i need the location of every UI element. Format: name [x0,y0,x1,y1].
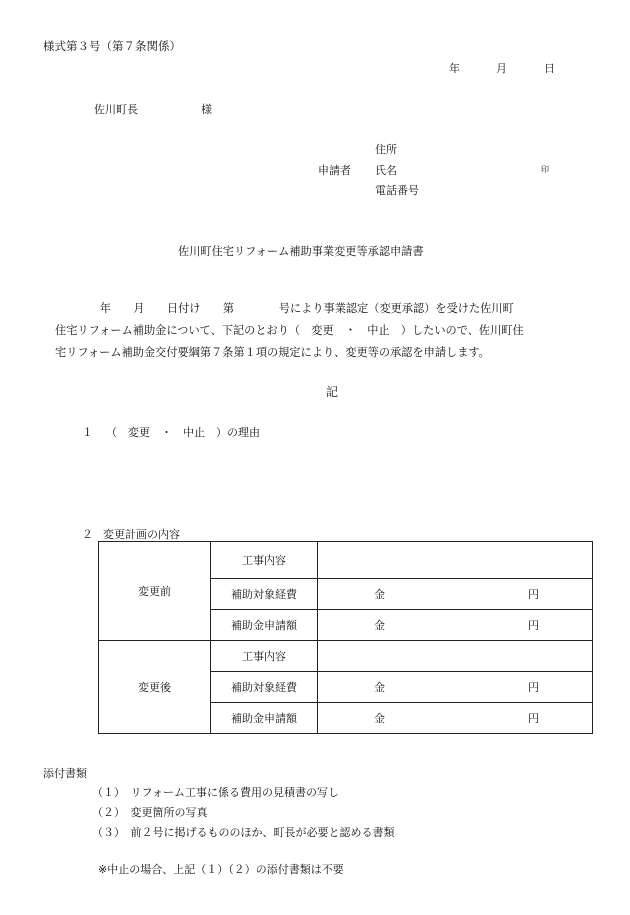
row-label-cost: 補助対象経費 [211,579,318,610]
kin-label: 金 [374,588,385,601]
applicant-label: 申請者 [318,164,351,177]
row-label-amount: 補助金申請額 [211,703,318,734]
body-paragraph [55,298,595,364]
ki-heading: 記 [326,385,339,399]
row-label-amount: 補助金申請額 [211,610,318,641]
body-line: 住宅リフォーム補助金について、下記のとおり（ 変更 ・ 中止 ）したいので、佐川町住 [55,324,524,337]
attachment-item: （３） 前２号に掲げるもののほか、町長が必要と認める書類 [92,826,395,839]
attachment-item: （１） リフォーム工事に係る費用の見積書の写し [92,786,339,799]
section-2-number: ２ [82,528,93,541]
date-day: 日 [544,62,555,75]
seal-mark: 印 [541,165,549,174]
after-cost-value [318,672,593,703]
change-plan-table [98,541,593,734]
document-title: 佐川町住宅リフォーム補助事業変更等承認申請書 [178,245,424,258]
yen-label: 円 [528,588,539,601]
addressee-name: 佐川町長 [94,103,138,116]
after-work-content [318,641,593,672]
addressee-honorific: 様 [201,103,212,116]
section-2-text: 変更計画の内容 [103,528,180,541]
before-group-label: 変更前 [99,542,211,641]
row-label-cost: 補助対象経費 [211,672,318,703]
date-month: 月 [496,62,507,75]
attachment-note: ※中止の場合、上記（１）（２）の添付書類は不要 [98,863,344,876]
phone-label: 電話番号 [375,184,419,197]
section-1-text: （ 変更 ・ 中止 ）の理由 [106,426,260,439]
attachments-heading: 添付書類 [43,767,87,780]
after-amount-value [318,703,593,734]
row-label-work: 工事内容 [211,542,318,579]
body-line: 宅リフォーム補助金交付要綱第７条第１項の規定により、変更等の承認を申請します。 [55,346,490,359]
address-label: 住所 [375,143,397,156]
before-work-content [318,542,593,579]
yen-label: 円 [528,712,539,725]
before-amount-value [318,610,593,641]
table-row [99,641,593,672]
date-year: 年 [449,62,460,75]
row-label-work: 工事内容 [211,641,318,672]
section-1-number: １ [82,426,93,439]
kin-label: 金 [374,681,385,694]
before-cost-value [318,579,593,610]
kin-label: 金 [374,712,385,725]
yen-label: 円 [528,619,539,632]
after-group-label: 変更後 [99,641,211,734]
yen-label: 円 [528,681,539,694]
attachment-item: （２） 変更箇所の写真 [92,806,208,819]
kin-label: 金 [374,619,385,632]
body-line: 年 月 日付け 第 号により事業認定（変更承認）を受けた佐川町 [55,302,514,315]
form-number: 様式第３号（第７条関係） [43,39,181,53]
name-label: 氏名 [375,164,397,177]
table-row [99,542,593,579]
